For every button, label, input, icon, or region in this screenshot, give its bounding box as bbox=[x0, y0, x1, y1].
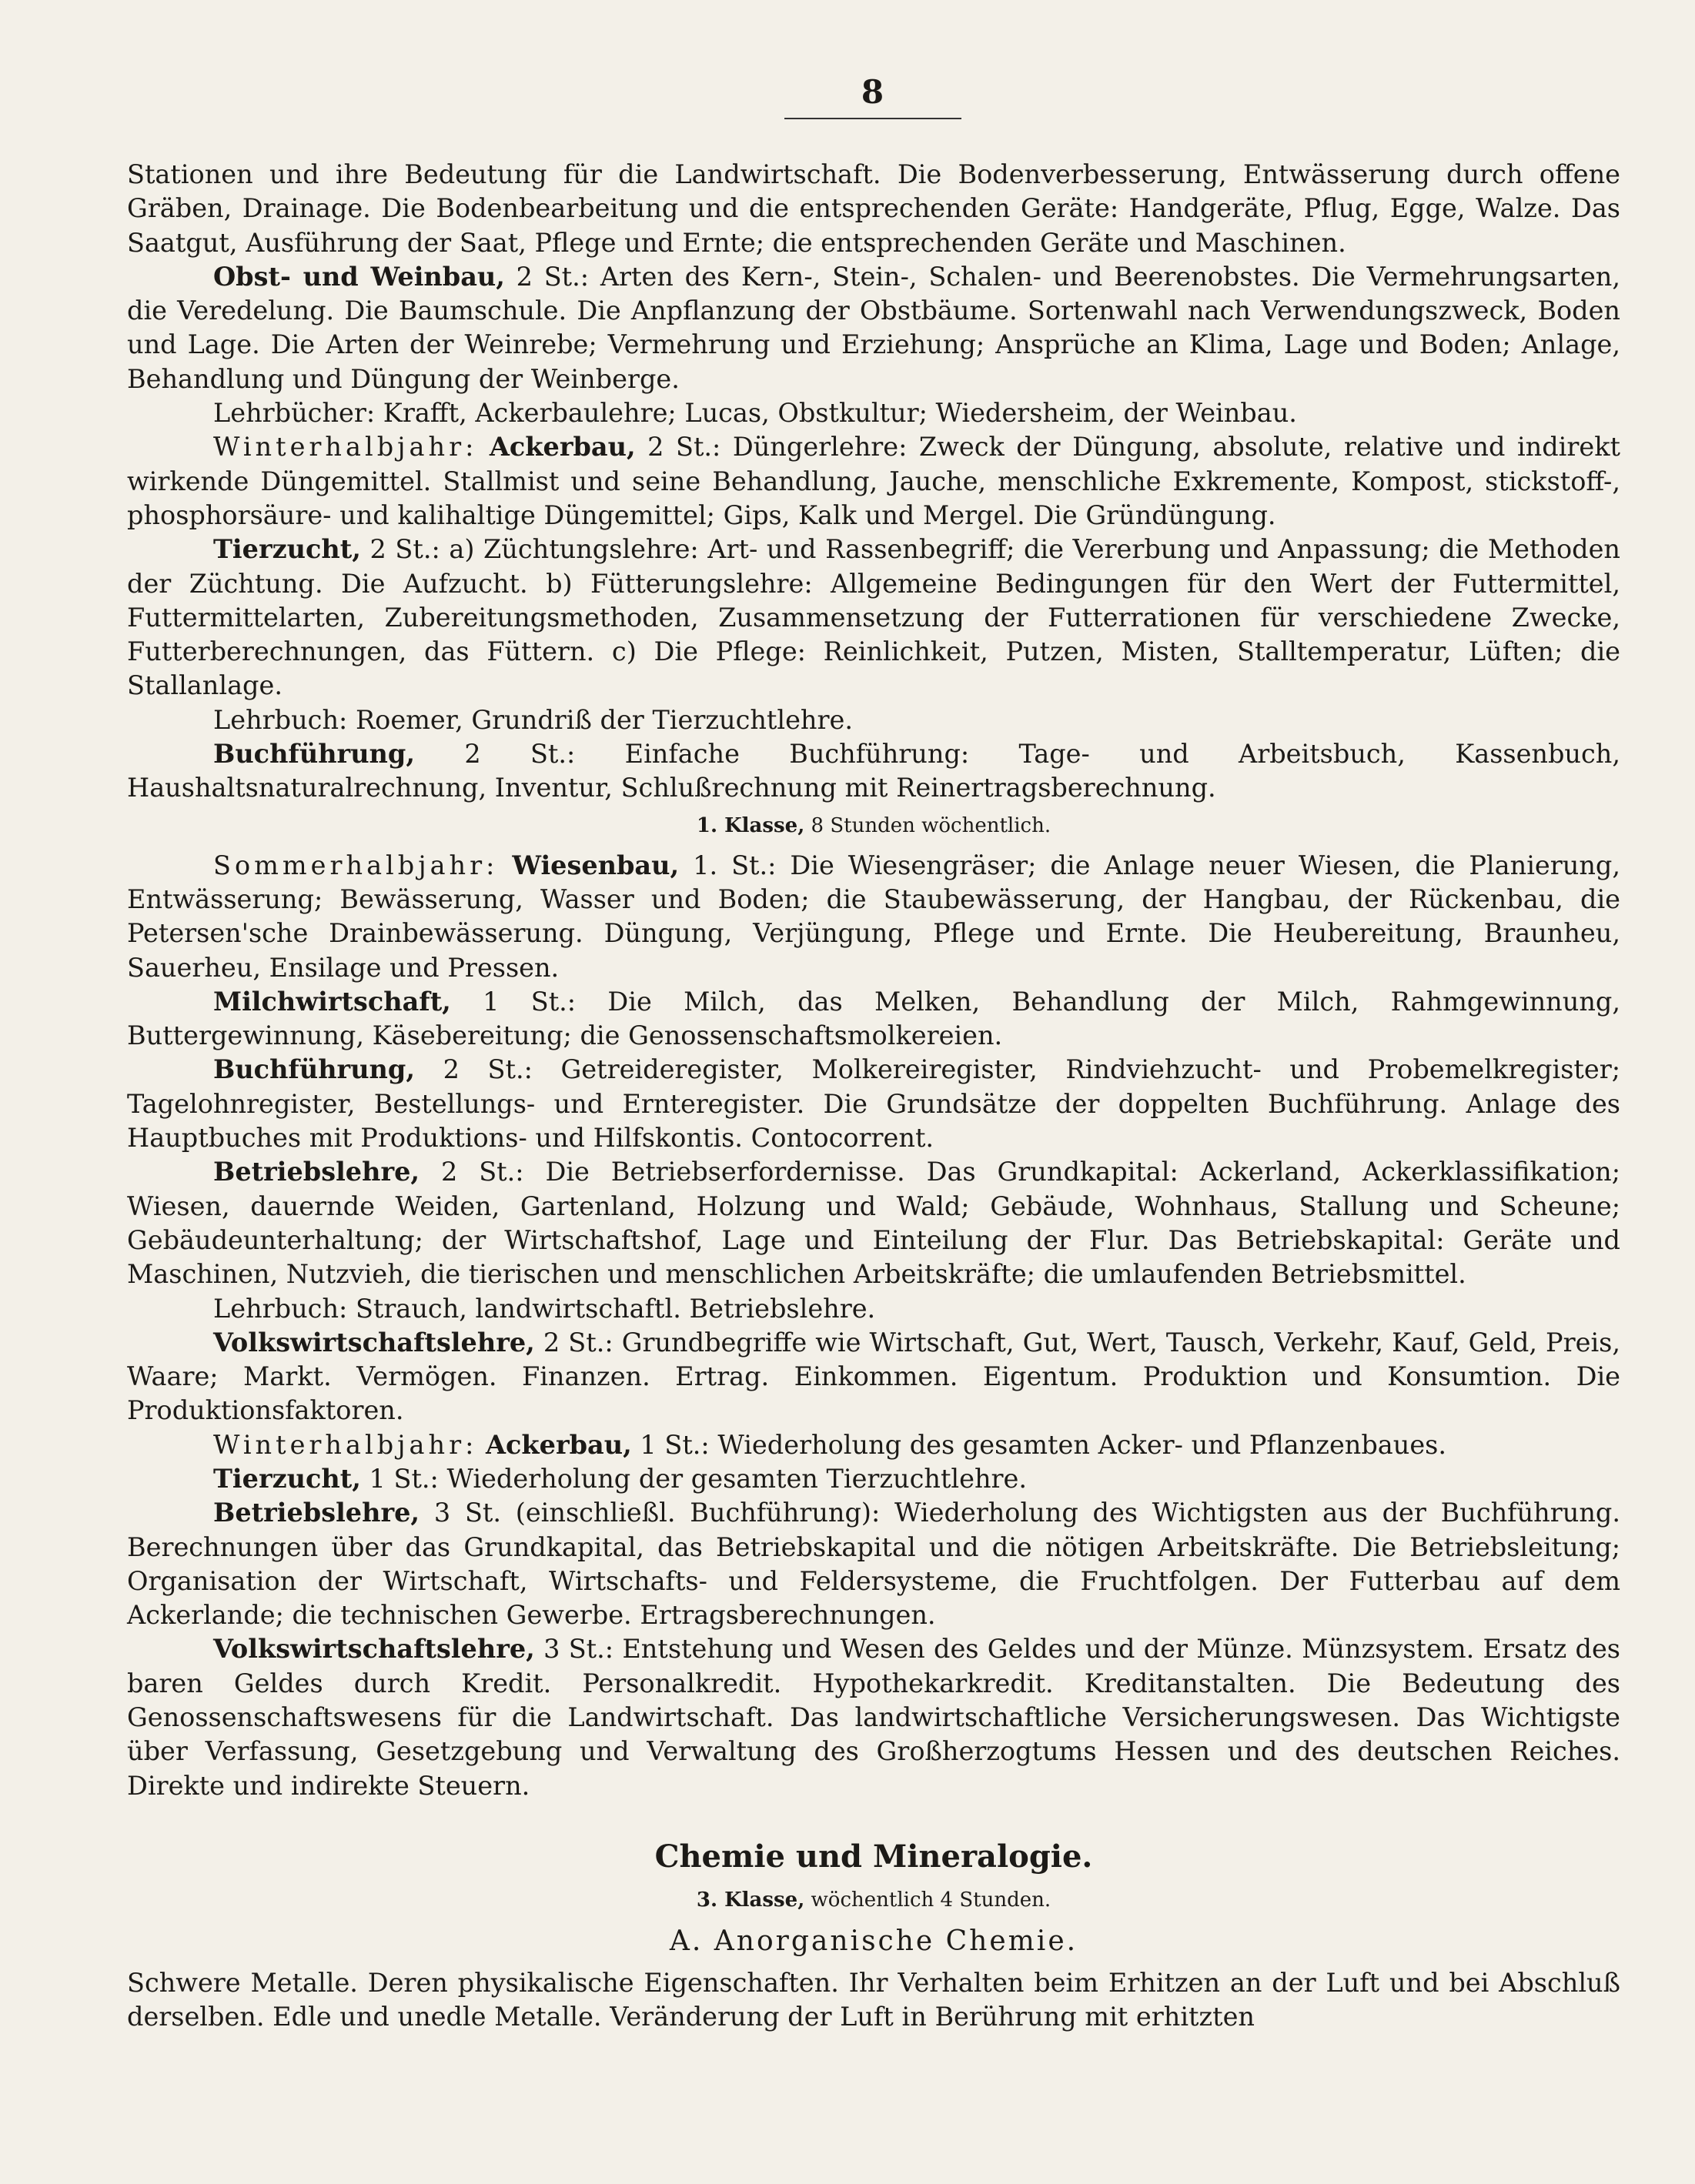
subject-label: Volkswirtschaftslehre, bbox=[213, 1634, 535, 1665]
page-number: 8 bbox=[861, 73, 884, 111]
subject-label: Wiesenbau, bbox=[512, 850, 680, 880]
subject-label: Volkswirtschaftslehre, bbox=[213, 1327, 535, 1357]
section-class-heading: 3. Klasse, wöchentlich 4 Stunden. bbox=[696, 1888, 1051, 1912]
season-label: Sommerhalbjahr: bbox=[213, 850, 499, 880]
paragraph-betriebslehre: Betriebslehre, 2 St.: Die Betriebserfordernisse. Das Grundkapital: Ackerland, Ackerklassifikation; Wiesen, dauernde Weiden, Gartenland, Holzung und Wald; Gebäude, Wohnhaus, Stallung und Scheune; Gebäudeunterhaltung; der Wirtschaftshof, Lage und Einteilung der Flur. Das Betriebskapital: Geräte und Maschinen, Nutzvieh, die tierischen und menschlichen Arbeitskräfte; die umlaufenden Betriebsmittel. bbox=[127, 1157, 1620, 1290]
paragraph-lehrbuecher: Lehrbücher: Krafft, Ackerbaulehre; Lucas, Obstkultur; Wiedersheim, der Weinbau. bbox=[213, 398, 1297, 429]
subject-label: Buchführung, bbox=[213, 739, 415, 770]
season-label: Winterhalbjahr: bbox=[213, 1429, 478, 1460]
paragraph-wiesenbau: Sommerhalbjahr: Wiesenbau, 1. St.: Die Wiesengräser; die Anlage neuer Wiesen, die Planierung, Entwässerung; Bewässerung, Wasser und Boden; die Staubewässerung, der Hangbau, der Rückenbau, die Petersen'sche Drainbewässerung. Düngung, Verjüngung, Pflege und Ernte. Die Heubereitung, Braunheu, Sauerheu, Ensilage und Pressen. bbox=[127, 850, 1620, 983]
subject-label: Tierzucht, bbox=[213, 1463, 361, 1494]
subject-label: Tierzucht, bbox=[213, 534, 361, 565]
paragraph-ackerbau-winter-2: Winterhalbjahr: Ackerbau, 1 St.: Wiederholung des gesamten Acker- und Pflanzenbaues. bbox=[213, 1429, 1447, 1460]
paragraph-ackerbau-winter: Winterhalbjahr: Ackerbau, 2 St.: Düngerlehre: Zweck der Düngung, absolute, relative und indirekt wirkende Düngemittel. Stallmist und seine Behandlung, Jauche, menschliche Exkremente, Kompost, stickstoff-, phosphorsäure- und kalihaltige Düngemittel; Gips, Kalk und Mergel. Die Gründüngung. bbox=[127, 432, 1620, 530]
subject-label: Buchführung, bbox=[213, 1054, 415, 1085]
subject-label: Betriebslehre, bbox=[213, 1498, 420, 1528]
header-rule bbox=[784, 118, 961, 119]
paragraph-buchfuehrung-2: Buchführung, 2 St.: Getreideregister, Molkereiregister, Rindviehzucht- und Probemelkregister; Tagelohnregister, Bestellungs- und Ernteregister. Die Grundsätze der doppelten Buchführung. Anlage des Hauptbuches mit Produktions- und Hilfskontis. Contocorrent. bbox=[127, 1054, 1620, 1154]
paragraph-obst-weinbau: Obst- und Weinbau, 2 St.: Arten des Kern-, Stein-, Schalen- und Beerenobstes. Die Vermehrungsarten, die Veredelung. Die Baumschule. Die Anpflanzung der Obstbäume. Sortenwahl nach Verwendungszweck, Boden und Lage. Die Arten der Weinrebe; Vermehrung und Erziehung; Ansprüche an Klima, Lage und Boden; Anlage, Behandlung und Düngung der Weinberge. bbox=[127, 261, 1620, 394]
paragraph-milchwirtschaft: Milchwirtschaft, 1 St.: Die Milch, das Melken, Behandlung der Milch, Rahmgewinnung, Buttergewinnung, Käsebereitung; die Genossenschaftsmolkereien. bbox=[127, 986, 1620, 1051]
subject-label: Milchwirtschaft, bbox=[213, 986, 451, 1017]
subject-label: Betriebslehre, bbox=[213, 1157, 420, 1187]
class-heading-1: 1. Klasse, 8 Stunden wöchentlich. bbox=[696, 813, 1051, 837]
paragraph-bodenbearbeitung: Stationen und ihre Bedeutung für die Landwirtschaft. Die Bodenverbesserung, Entwässerung durch offene Gräben, Drainage. Die Bodenbearbeitung und die entsprechenden Geräte: Handgeräte, Pflug, Egge, Walze. Das Saatgut, Ausführung der Saat, Pflege und Ernte; die entsprechenden Geräte und Maschinen. bbox=[127, 159, 1620, 258]
paragraph-tierzucht: Tierzucht, 2 St.: a) Züchtungslehre: Art- und Rassenbegriff; die Vererbung und Anpassung; die Methoden der Züchtung. Die Aufzucht. b) Fütterungslehre: Allgemeine Bedingungen für den Wert der Futtermittel, Futtermittelarten, Zubereitungsmethoden, Zusammensetzung der Futterrationen für verschiedene Zwecke, Futterberechnungen, das Füttern. c) Die Pflege: Reinlichkeit, Putzen, Misten, Stalltemperatur, Lüften; die Stallanlage. bbox=[127, 534, 1620, 701]
section-subtitle: A. Anorganische Chemie. bbox=[669, 1925, 1078, 1957]
paragraph-betriebslehre-2: Betriebslehre, 3 St. (einschließl. Buchführung): Wiederholung des Wichtigsten aus der Buchführung. Berechnungen über das Grundkapital, das Betriebskapital und die nötigen Arbeitskräfte. Die Betriebsleitung; Organisation der Wirtschaft, Wirtschafts- und Feldersysteme, die Fruchtfolgen. Der Futterbau auf dem Ackerlande; die technischen Gewerbe. Ertragsberechnungen. bbox=[127, 1498, 1620, 1631]
paragraph-schwere-metalle: Schwere Metalle. Deren physikalische Eigenschaften. Ihr Verhalten beim Erhitzen an der Luft und bei Abschluß derselben. Edle und unedle Metalle. Veränderung der Luft in Berührung mit erhitzten bbox=[127, 1967, 1620, 2032]
paragraph-lehrbuch-strauch: Lehrbuch: Strauch, landwirtschaftl. Betriebslehre. bbox=[213, 1293, 876, 1324]
subject-label: Ackerbau, bbox=[486, 1429, 632, 1460]
paragraph-tierzucht-2: Tierzucht, 1 St.: Wiederholung der gesamten Tierzuchtlehre. bbox=[213, 1463, 1028, 1494]
paragraph-lehrbuch-roemer: Lehrbuch: Roemer, Grundriß der Tierzuchtlehre. bbox=[213, 704, 853, 735]
paragraph-volkswirtschaftslehre: Volkswirtschaftslehre, 2 St.: Grundbegriffe wie Wirtschaft, Gut, Wert, Tausch, Verkehr, Kauf, Geld, Preis, Waare; Markt. Vermögen. Finanzen. Ertrag. Einkommen. Eigentum. Produktion und Konsumtion. Die Produktionsfaktoren. bbox=[127, 1327, 1620, 1426]
subject-label: Ackerbau, bbox=[489, 432, 636, 463]
subject-label: Obst- und Weinbau, bbox=[213, 261, 505, 292]
paragraph-volkswirtschaftslehre-2: Volkswirtschaftslehre, 3 St.: Entstehung und Wesen des Geldes und der Münze. Münzsystem. Ersatz des baren Geldes durch Kredit. Personalkredit. Hypothekarkredit. Kreditanstalten. Die Bedeutung des Genossenschaftswesens für die Landwirtschaft. Das landwirtschaftliche Versicherungswesen. Das Wichtigste über Verfassung, Gesetzgebung und Verwaltung des Großherzogtums Hessen und des deutschen Reiches. Direkte und indirekte Steuern. bbox=[127, 1634, 1620, 1801]
paragraph-buchfuehrung: Buchführung, 2 St.: Einfache Buchführung: Tage- und Arbeitsbuch, Kassenbuch, Haushaltsnaturalrechnung, Inventur, Schlußrechnung mit Reinertragsberechnung. bbox=[127, 739, 1620, 803]
body-text bbox=[127, 158, 1620, 2035]
season-label: Winterhalbjahr: bbox=[213, 432, 478, 463]
section-title: Chemie und Mineralogie. bbox=[654, 1838, 1093, 1875]
